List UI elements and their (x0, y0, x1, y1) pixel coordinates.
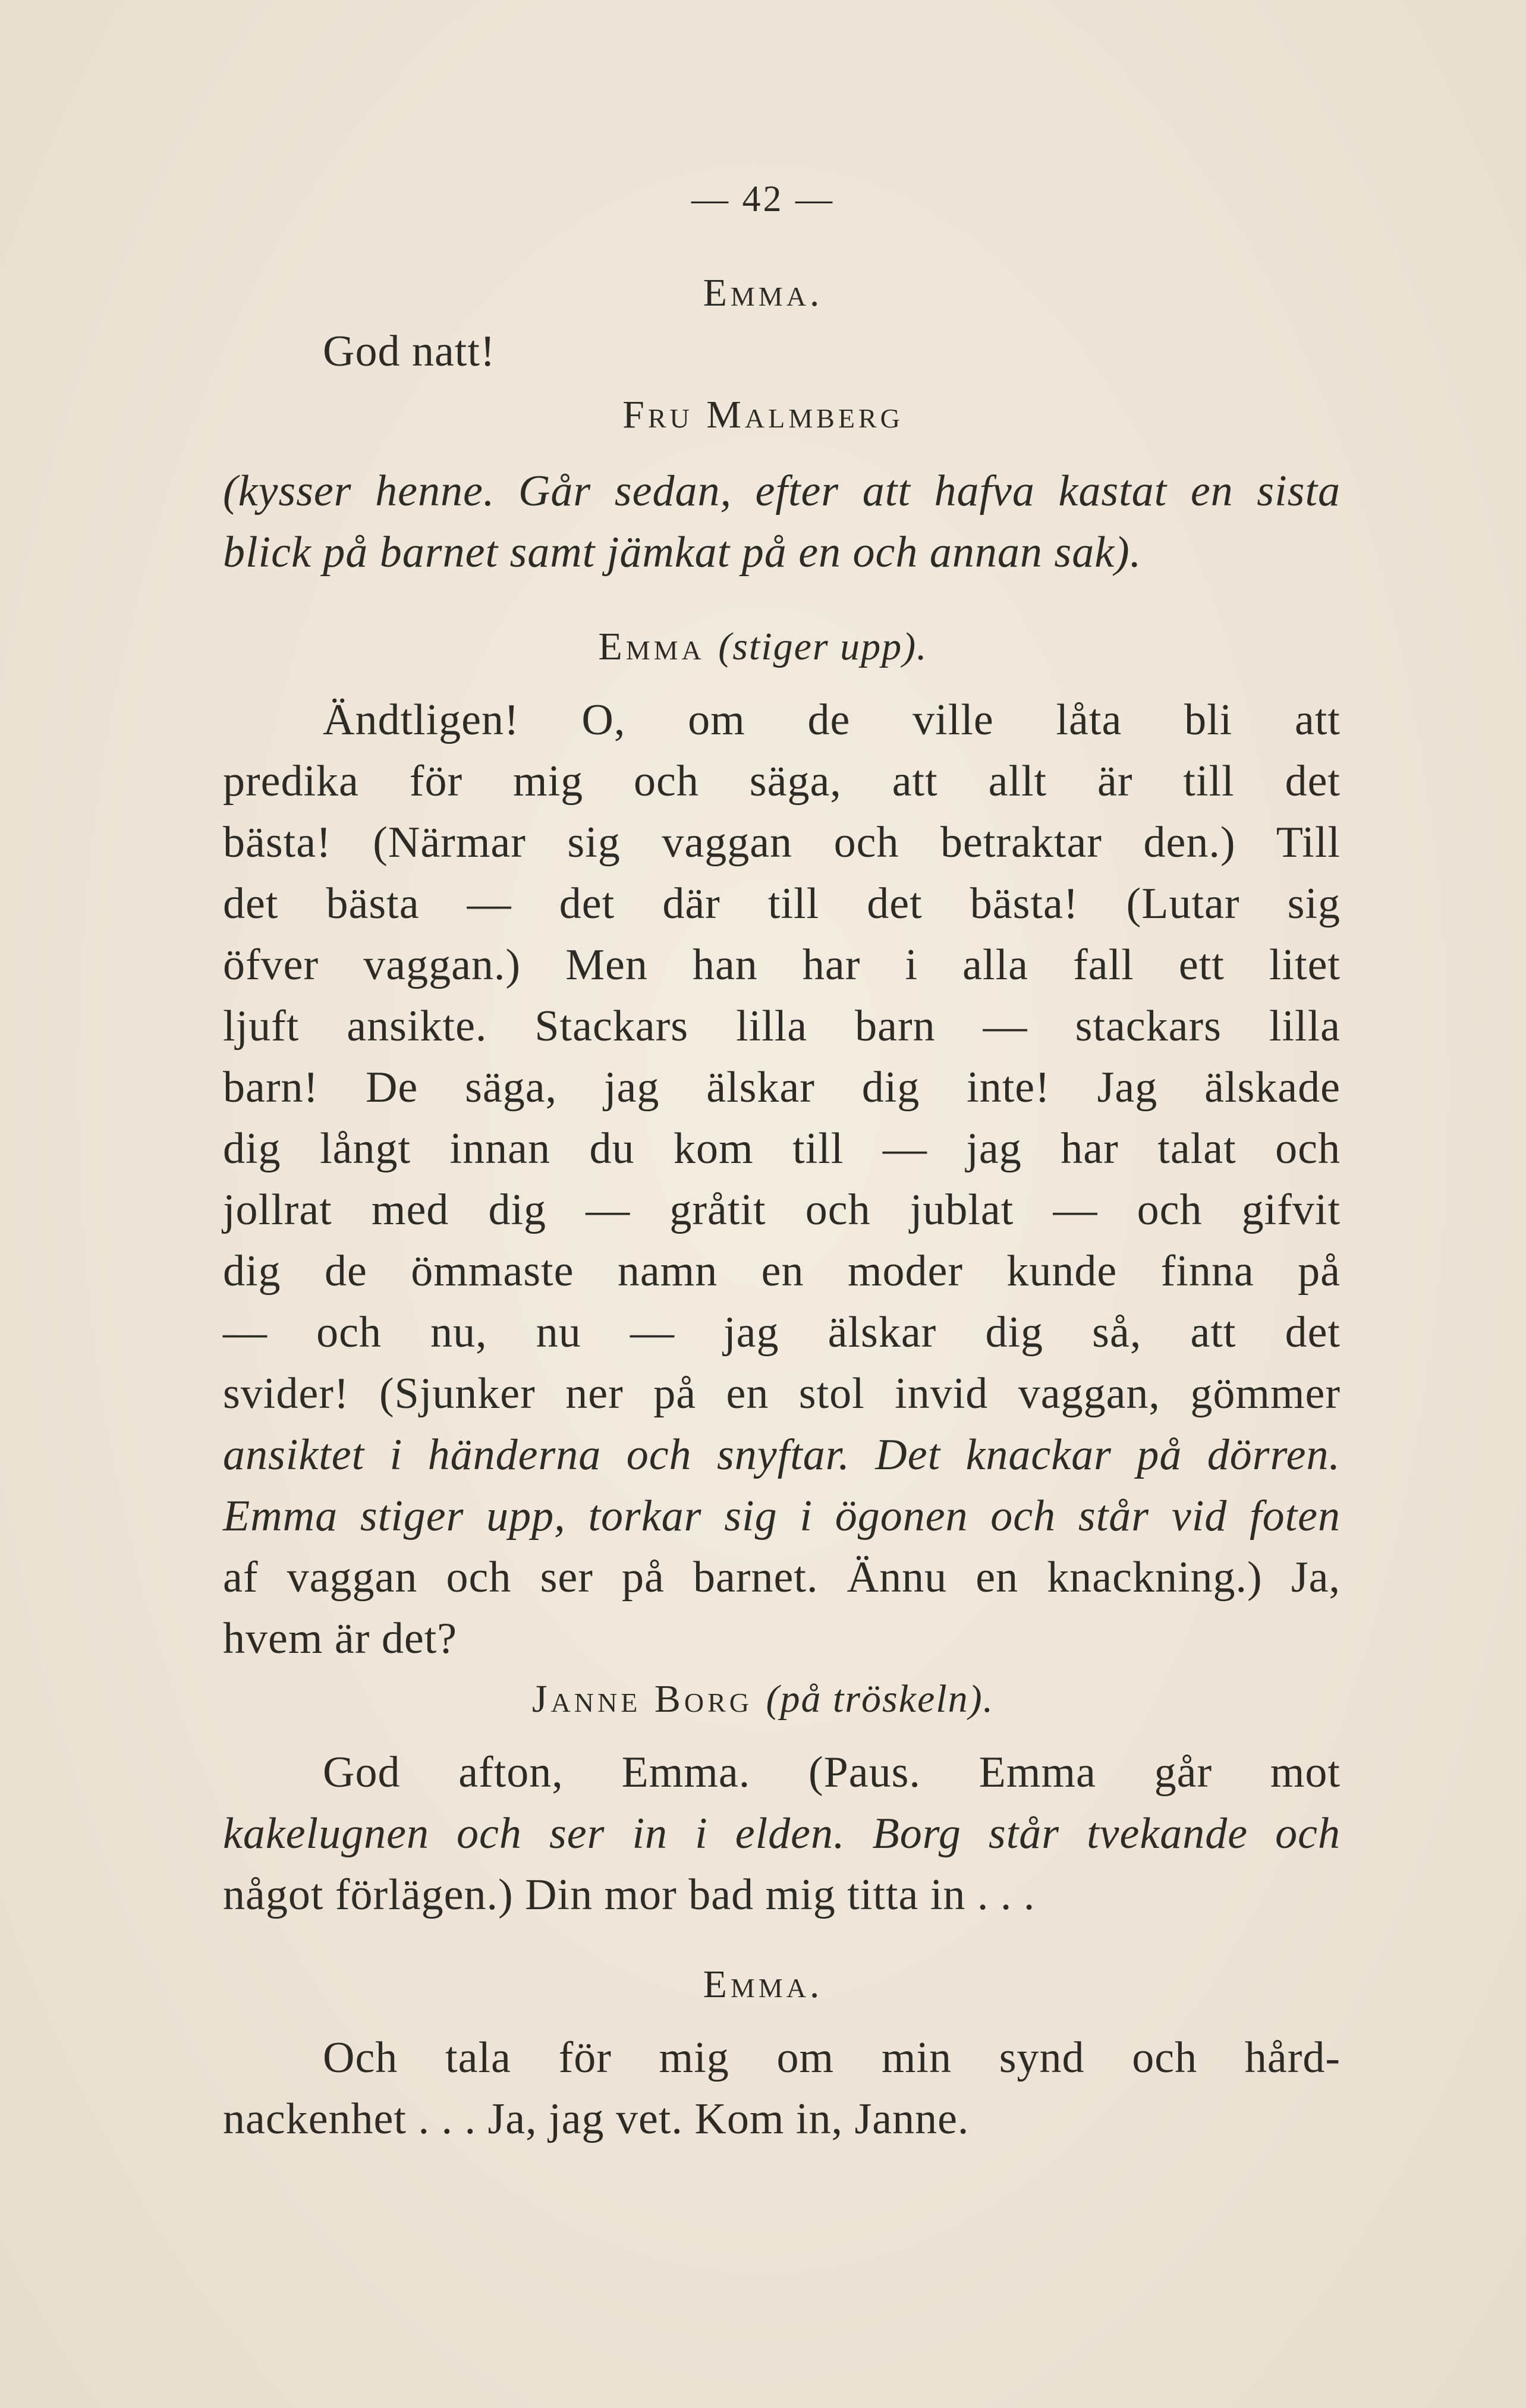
speaker-heading (0, 271, 1526, 316)
text-line: God natt! (323, 327, 496, 376)
text-line: bästa! (Närmar sig vaggan och betraktar den.) Till (223, 818, 1341, 867)
text-line: predika för mig och säga, att allt är till det (223, 757, 1341, 806)
text-line: det bästa — det där till det bästa! (Lutar sig (223, 879, 1341, 928)
speaker-heading (0, 624, 1526, 669)
text-line: kakelugnen och ser in i elden. Borg står tvekande och (223, 1809, 1341, 1858)
text-line: jollrat med dig — gråtit och jublat — och gifvit (223, 1186, 1341, 1234)
text-line: ansiktet i händerna och snyftar. Det knackar på dörren. (223, 1431, 1341, 1479)
text-line: svider! (Sjunker ner på en stol invid vaggan, gömmer (223, 1369, 1341, 1418)
text-line: något förlägen.) Din mor bad mig titta in . . . (223, 1871, 1036, 1919)
speaker-name: Emma (598, 625, 705, 668)
speaker-name: Emma. (703, 1963, 823, 2006)
speaker-direction: (stiger upp). (718, 625, 928, 668)
speaker-name: Fru Malmberg (622, 393, 904, 436)
dialogue-text (223, 2027, 1341, 2150)
text-line: af vaggan och ser på barnet. Ännu en knackning.) Ja, (223, 1553, 1341, 1602)
text-line: hvem är det? (223, 1614, 458, 1663)
speaker-heading (0, 1962, 1526, 2007)
text-line: Ändtligen! O, om de ville låta bli att (323, 696, 1341, 744)
speaker-name: Janne Borg (531, 1677, 753, 1721)
text-line: Och tala för mig om min synd och hård- (323, 2033, 1341, 2082)
text-line: Emma stiger upp, torkar sig i ögonen och står vid foten (223, 1492, 1341, 1541)
dialogue-text (223, 1742, 1341, 1926)
stage-direction (223, 461, 1341, 583)
text-line: nackenhet . . . Ja, jag vet. Kom in, Janne. (223, 2095, 970, 2143)
text-line: ljuft ansikte. Stackars lilla barn — stackars lilla (223, 1002, 1341, 1051)
text-line: dig de ömmaste namn en moder kunde finna på (223, 1247, 1341, 1296)
page-number: — 42 — (691, 179, 835, 219)
dialogue-text (223, 690, 1341, 1670)
text-line: öfver vaggan.) Men han har i alla fall ett litet (223, 941, 1341, 989)
speaker-heading (0, 392, 1526, 438)
text-line: (kysser henne. Går sedan, efter att hafva kastat en sista (223, 467, 1341, 515)
text-line: barn! De säga, jag älskar dig inte! Jag älskade (223, 1063, 1341, 1112)
text-line: blick på barnet samt jämkat på en och annan sak). (223, 528, 1142, 577)
speaker-direction: (på tröskeln). (766, 1677, 995, 1721)
text-line: God afton, Emma. (Paus. Emma går mot (323, 1748, 1341, 1797)
speaker-heading (0, 1677, 1526, 1722)
speaker-name: Emma. (703, 271, 823, 315)
dialogue-text (223, 321, 1341, 382)
text-line: dig långt innan du kom till — jag har talat och (223, 1124, 1341, 1173)
text-line: — och nu, nu — jag älskar dig så, att det (223, 1308, 1341, 1357)
